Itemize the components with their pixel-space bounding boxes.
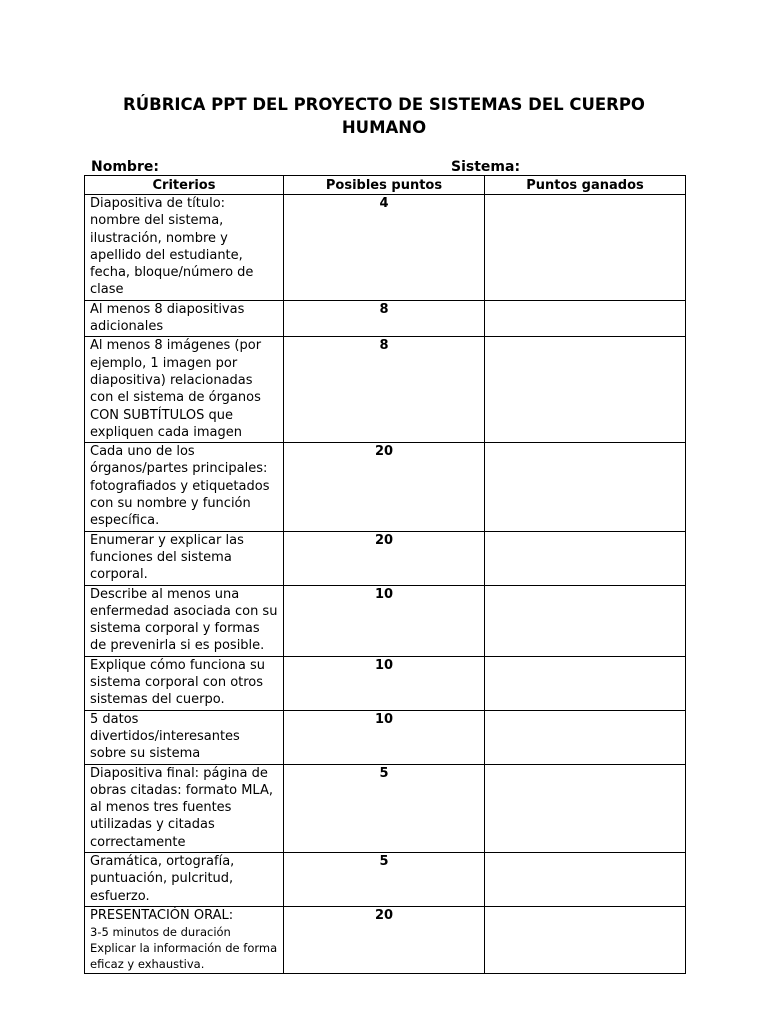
earned-points-cell (485, 443, 686, 531)
table-row (85, 906, 686, 973)
earned-points-cell (485, 300, 686, 337)
criterion-cell: Describe al menos una enfermedad asociada con su sistema corporal y formas de prevenirla si es posible. (85, 585, 284, 656)
criterion-cell: Al menos 8 diapositivas adicionales (85, 300, 284, 337)
earned-points-cell (485, 764, 686, 852)
header-posibles-puntos: Posibles puntos (284, 176, 485, 195)
rubric-table (84, 175, 686, 974)
document-title: RÚBRICA PPT DEL PROYECTO DE SISTEMAS DEL CUERPO HUMANO (123, 95, 645, 137)
possible-points-cell: 8 (284, 337, 485, 443)
earned-points-cell (485, 906, 686, 973)
possible-points-cell: 10 (284, 585, 485, 656)
table-row (85, 300, 686, 337)
table-row (85, 337, 686, 443)
earned-points-cell (485, 195, 686, 301)
table-row (85, 585, 686, 656)
criterion-detail: 3-5 minutos de duración (90, 925, 231, 940)
criterion-cell: 5 datos divertidos/interesantes sobre su sistema (85, 710, 284, 764)
earned-points-cell (485, 656, 686, 710)
header-puntos-ganados: Puntos ganados (485, 176, 686, 195)
possible-points-cell: 20 (284, 531, 485, 585)
criterion-detail: Explicar la información de forma eficaz y exhaustiva. (90, 941, 278, 972)
earned-points-cell (485, 852, 686, 906)
table-row (85, 443, 686, 531)
criterion-cell: Gramática, ortografía, puntuación, pulcritud, esfuerzo. (85, 852, 284, 906)
possible-points-cell: 10 (284, 710, 485, 764)
earned-points-cell (485, 710, 686, 764)
header-criterios: Criterios (85, 176, 284, 195)
possible-points-cell: 5 (284, 764, 485, 852)
criterion-cell: Explique cómo funciona su sistema corporal con otros sistemas del cuerpo. (85, 656, 284, 710)
criterion-cell: Cada uno de los órganos/partes principales: fotografiados y etiquetados con su nombre y función específica. (85, 443, 284, 531)
possible-points-cell: 5 (284, 852, 485, 906)
possible-points-cell: 10 (284, 656, 485, 710)
criterion-cell: Al menos 8 imágenes (por ejemplo, 1 imagen por diapositiva) relacionadas con el sistema de órganos CON SUBTÍTULOS que expliquen cada imagen (85, 337, 284, 443)
criterion-cell (85, 906, 284, 973)
table-row (85, 531, 686, 585)
possible-points-cell: 4 (284, 195, 485, 301)
possible-points-cell: 20 (284, 443, 485, 531)
earned-points-cell (485, 337, 686, 443)
table-row (85, 195, 686, 301)
possible-points-cell: 20 (284, 906, 485, 973)
nombre-label: Nombre: (91, 159, 159, 175)
criterion-cell: Enumerar y explicar las funciones del sistema corporal. (85, 531, 284, 585)
table-row (85, 656, 686, 710)
earned-points-cell (485, 531, 686, 585)
table-row (85, 764, 686, 852)
sistema-label: Sistema: (451, 159, 521, 175)
possible-points-cell: 8 (284, 300, 485, 337)
earned-points-cell (485, 585, 686, 656)
table-row (85, 710, 686, 764)
criterion-cell: Diapositiva de título: nombre del sistema, ilustración, nombre y apellido del estudiante, fecha, bloque/número de clase (85, 195, 284, 301)
criterion-heading: PRESENTACIÓN ORAL: (90, 907, 234, 923)
criterion-cell: Diapositiva final: página de obras citadas: formato MLA, al menos tres fuentes utilizadas y citadas correctamente (85, 764, 284, 852)
table-header-row (85, 176, 686, 195)
table-row (85, 852, 686, 906)
